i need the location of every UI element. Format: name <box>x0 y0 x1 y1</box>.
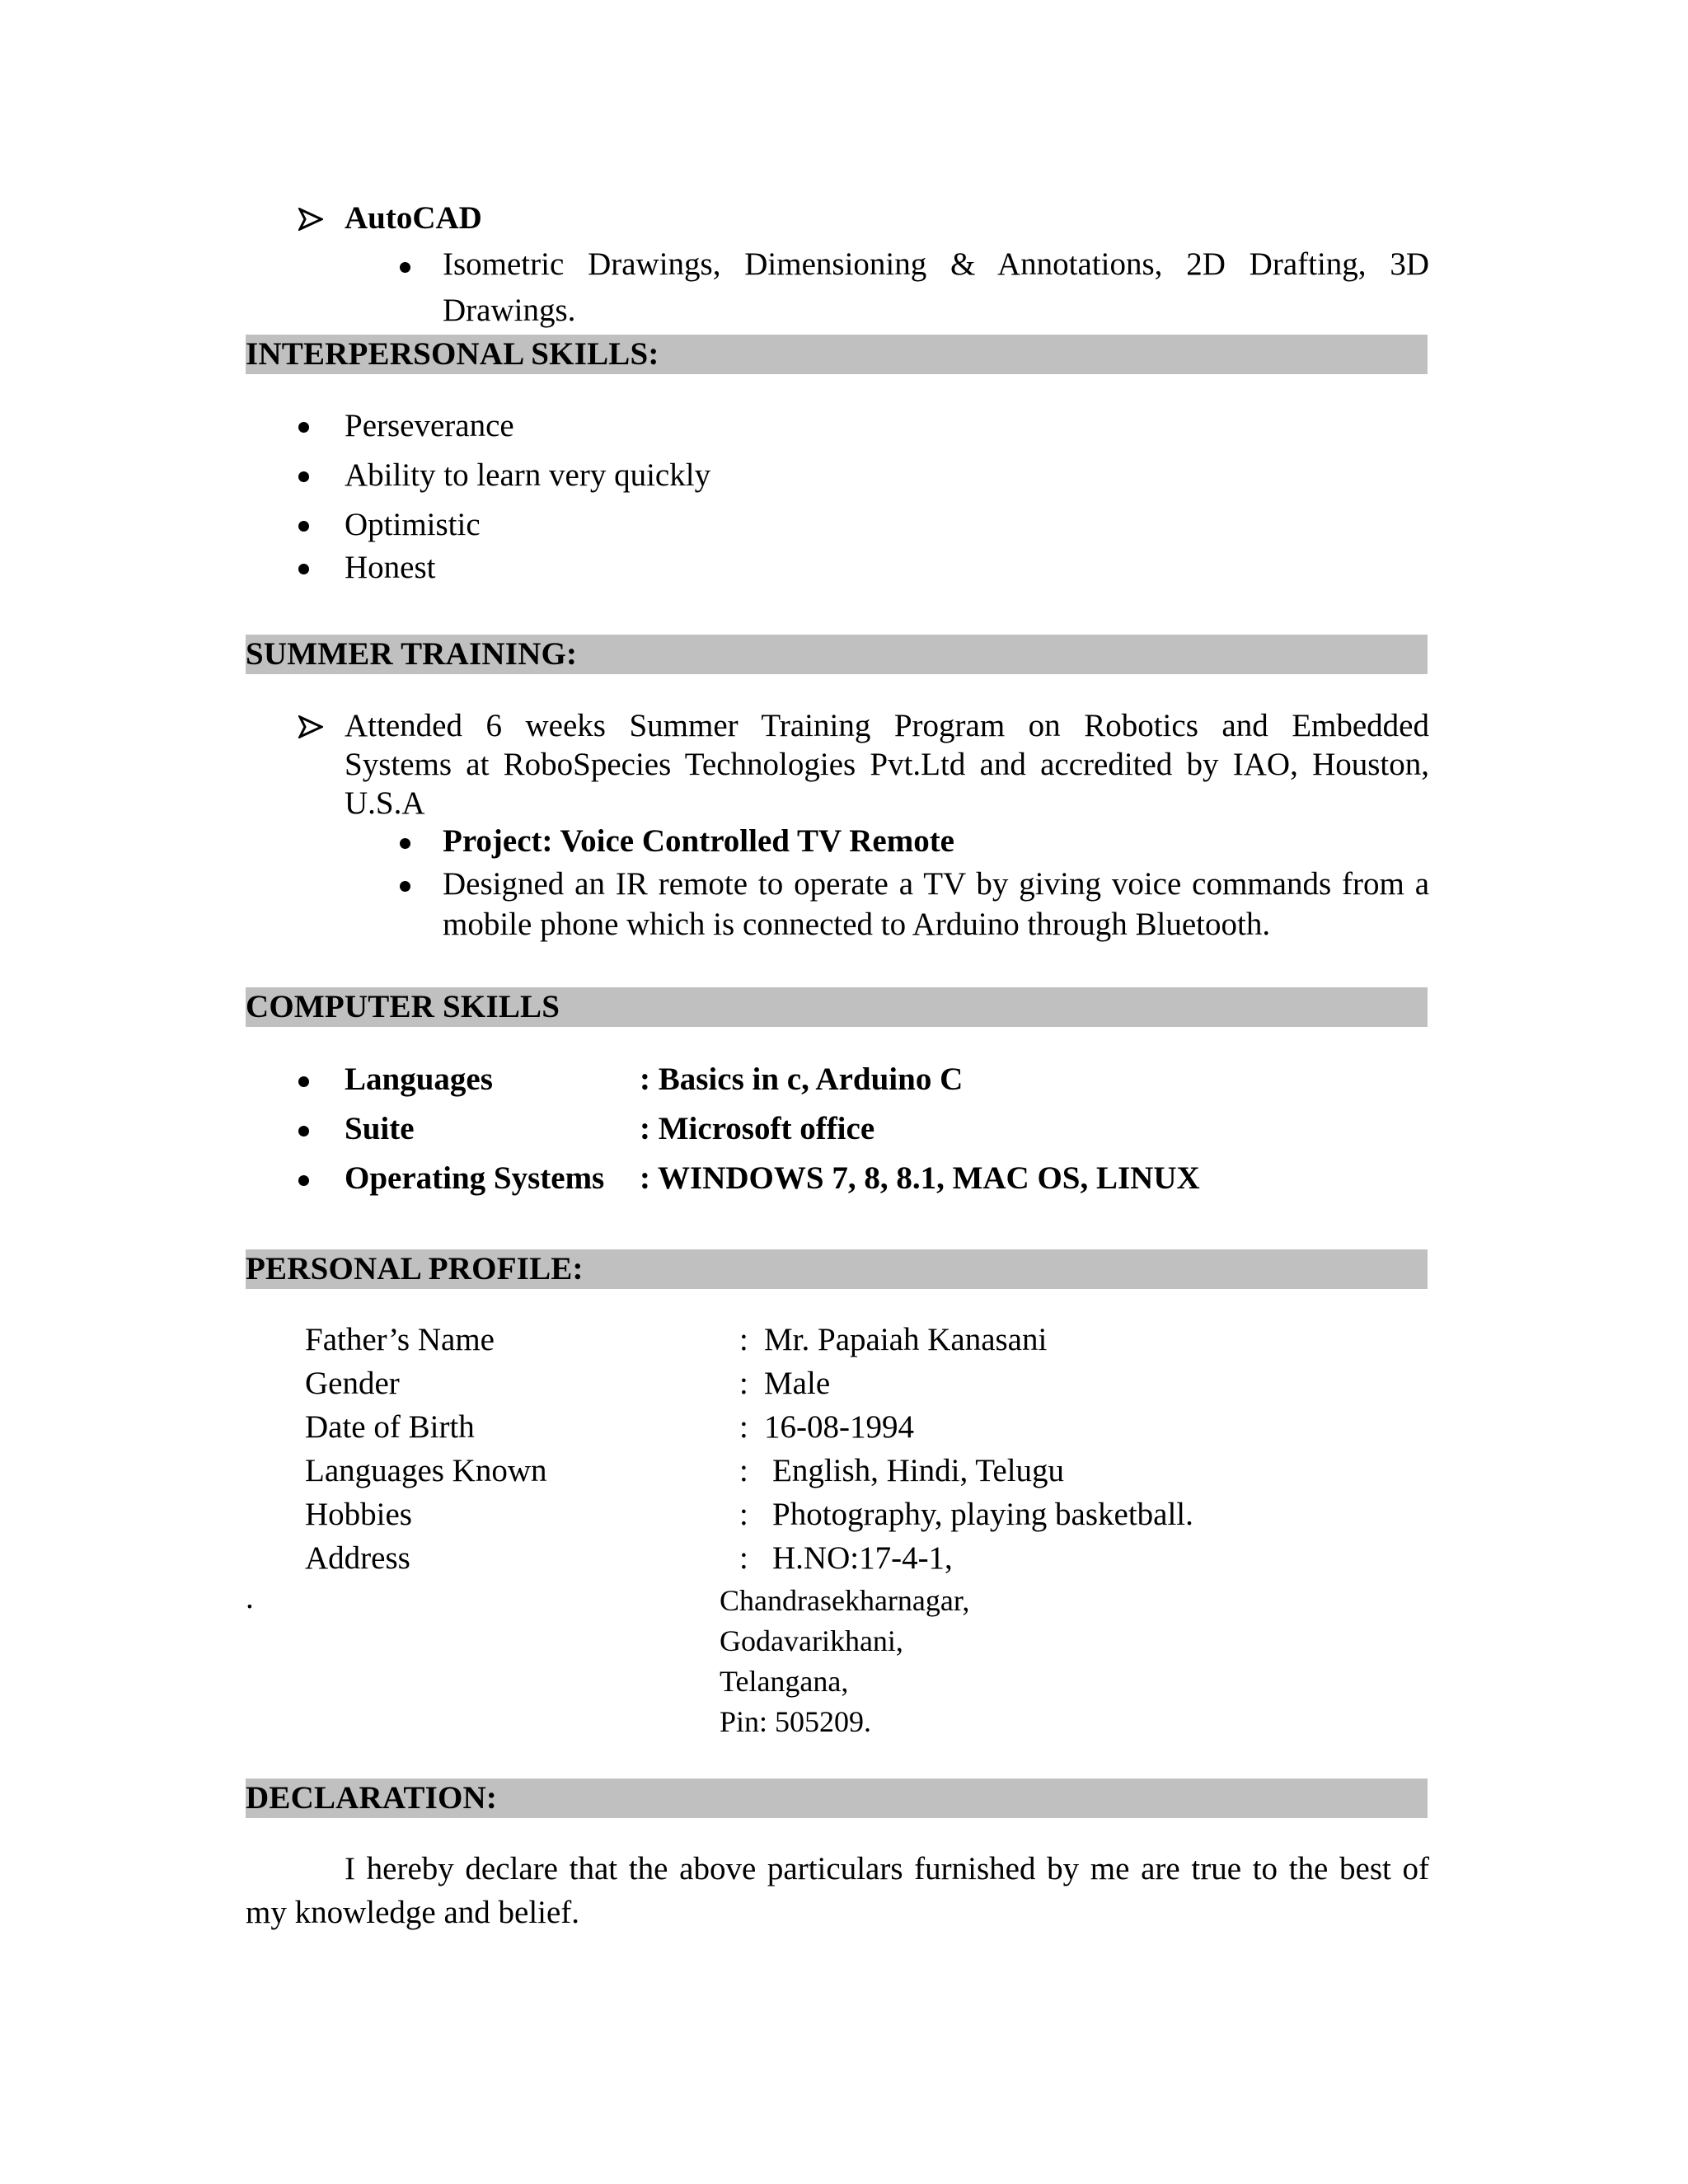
section-heading-summer-training: SUMMER TRAINING: <box>246 636 578 672</box>
list-item: Ability to learn very quickly <box>345 457 711 493</box>
section-heading-declaration: DECLARATION: <box>246 1780 498 1816</box>
section-heading-interpersonal: INTERPERSONAL SKILLS: <box>246 336 659 372</box>
list-item: Optimistic <box>345 507 481 542</box>
profile-label: Gender <box>305 1366 400 1401</box>
bullet-icon <box>400 881 410 892</box>
bullet-icon <box>298 1126 309 1137</box>
bullet-icon <box>298 521 309 532</box>
address-line: Chandrasekharnagar, <box>720 1584 970 1617</box>
bullet-icon <box>298 1175 309 1186</box>
declaration-line1: I hereby declare that the above particulars furnished by me are true to the best of <box>345 1851 1429 1886</box>
section-heading-computer-skills: COMPUTER SKILLS <box>246 989 560 1024</box>
arrow-bullet-icon <box>298 715 323 738</box>
profile-label: Father’s Name <box>305 1322 495 1357</box>
section-bar-summer-training <box>246 635 1428 674</box>
section-bar-interpersonal <box>246 335 1428 374</box>
profile-value: 16-08-1994 <box>764 1409 914 1445</box>
bullet-icon <box>400 262 410 273</box>
skill-value: : Microsoft office <box>640 1111 875 1146</box>
profile-colon: : <box>739 1497 748 1532</box>
section-bar-personal-profile <box>246 1249 1428 1289</box>
profile-value: Mr. Papaiah Kanasani <box>764 1322 1048 1357</box>
skill-label: Operating Systems <box>345 1160 605 1196</box>
section-heading-personal-profile: PERSONAL PROFILE: <box>246 1251 584 1286</box>
bullet-icon <box>298 422 309 433</box>
list-item: Perseverance <box>345 408 514 443</box>
skill-value: : WINDOWS 7, 8, 8.1, MAC OS, LINUX <box>640 1160 1200 1196</box>
stray-dot: . <box>246 1580 254 1615</box>
profile-colon: : <box>739 1409 748 1445</box>
profile-colon: : <box>739 1453 748 1488</box>
profile-value: Photography, playing basketball. <box>772 1497 1193 1532</box>
training-line3: U.S.A <box>345 785 425 821</box>
profile-value: H.NO:17-4-1, <box>772 1540 953 1576</box>
project-desc-line1: Designed an IR remote to operate a TV by giving voice commands from a <box>443 866 1429 902</box>
profile-value: English, Hindi, Telugu <box>772 1453 1065 1488</box>
training-line1: Attended 6 weeks Summer Training Program on Robotics and Embedded <box>345 708 1429 743</box>
address-line: Pin: 505209. <box>720 1705 872 1738</box>
declaration-line2: my knowledge and belief. <box>246 1895 580 1930</box>
profile-colon: : <box>739 1322 748 1357</box>
profile-colon: : <box>739 1540 748 1576</box>
address-line: Telangana, <box>720 1665 849 1698</box>
bullet-icon <box>400 838 410 849</box>
profile-label: Hobbies <box>305 1497 412 1532</box>
bullet-icon <box>298 564 309 574</box>
profile-label: Address <box>305 1540 410 1576</box>
list-item: Honest <box>345 550 436 585</box>
skill-label: Languages <box>345 1062 493 1097</box>
skill-label: Suite <box>345 1111 415 1146</box>
project-desc-line2: mobile phone which is connected to Arduino through Bluetooth. <box>443 907 1271 942</box>
training-line2: Systems at RoboSpecies Technologies Pvt.Ltd and accredited by IAO, Houston, <box>345 747 1429 782</box>
arrow-bullet-icon <box>298 208 323 231</box>
section-bar-computer-skills <box>246 987 1428 1027</box>
section-bar-declaration <box>246 1779 1428 1818</box>
autocad-detail-line2: Drawings. <box>443 293 576 328</box>
address-line: Godavarikhani, <box>720 1624 903 1657</box>
project-title: Project: Voice Controlled TV Remote <box>443 823 954 859</box>
autocad-detail-line1: Isometric Drawings, Dimensioning & Annotations, 2D Drafting, 3D <box>443 246 1429 282</box>
profile-label: Date of Birth <box>305 1409 475 1445</box>
bullet-icon <box>298 471 309 482</box>
profile-value: Male <box>764 1366 831 1401</box>
bullet-icon <box>298 1076 309 1087</box>
profile-colon: : <box>739 1366 748 1401</box>
autocad-title: AutoCAD <box>345 200 482 236</box>
profile-label: Languages Known <box>305 1453 547 1488</box>
skill-value: : Basics in c, Arduino C <box>640 1062 964 1097</box>
